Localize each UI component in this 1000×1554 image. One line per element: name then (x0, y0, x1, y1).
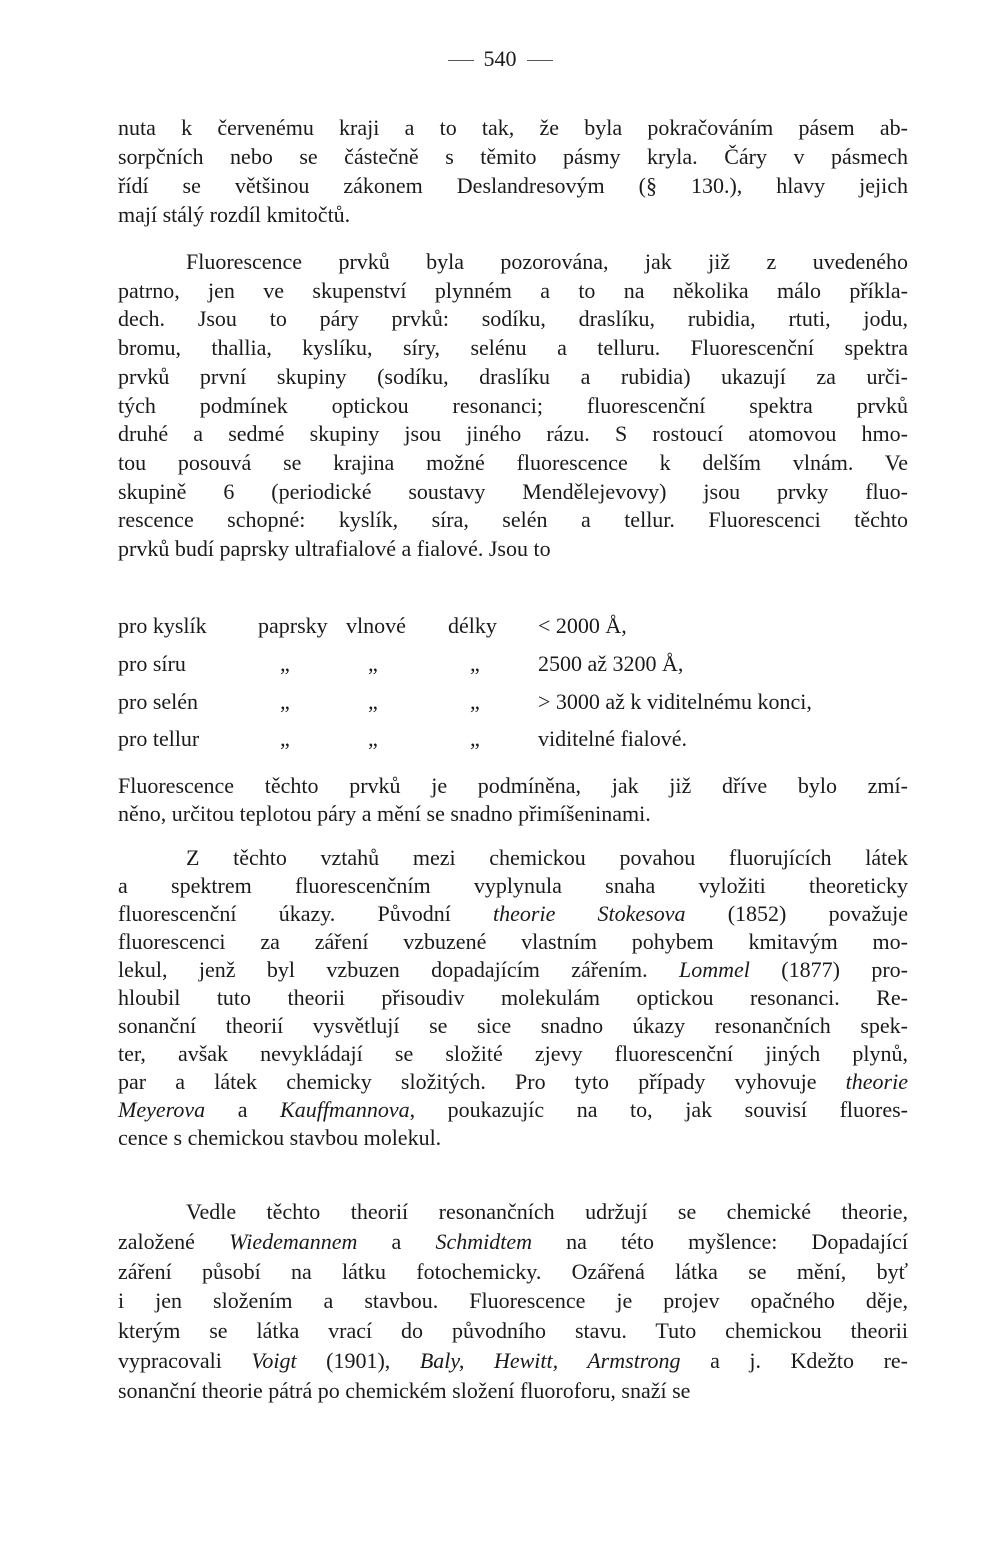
text-line (118, 772, 908, 800)
table-cell-c3: „ (470, 689, 480, 714)
text-line (118, 928, 908, 956)
text-segment: (1877) pro- (749, 957, 909, 982)
table-cell-c2: „ (368, 651, 378, 676)
text-line (118, 1287, 908, 1315)
text-line (118, 363, 908, 391)
text-segment: vypracovali (118, 1348, 252, 1373)
text-segment: tou posouvá se krajina možné fluorescence k delším vlnám. Ve (118, 449, 908, 475)
text-line (118, 1228, 908, 1256)
text-line (118, 1012, 908, 1040)
italic-name: Lommel (679, 957, 750, 982)
italic-name: Baly, Hewitt, Armstrong (419, 1348, 681, 1373)
text-line (118, 1377, 908, 1405)
text-segment: Z těchto vztahů mezi chemickou povahou fluorujících látek (186, 845, 908, 870)
text-segment: prvků první skupiny (sodíku, draslíku a rubidia) ukazují za urči- (118, 363, 908, 389)
text-line (118, 1068, 908, 1096)
text-line (118, 143, 908, 171)
text-line (118, 1096, 908, 1124)
text-segment: mají stálý rozdíl kmitočtů. (118, 202, 351, 227)
text-segment: řídí se většinou zákonem Deslandresovým (§ 130.), hlavy jejich (118, 173, 908, 198)
text-line (118, 984, 908, 1012)
table-cell-c3: délky (448, 613, 497, 638)
text-line (118, 172, 908, 200)
text-segment: ter, avšak nevykládají se složité zjevy fluorescenční jiných plynů, (118, 1041, 908, 1066)
text-segment: lekul, jenž byl vzbuzen dopadajícím zářením. (118, 957, 680, 982)
italic-name: theorie (845, 1069, 908, 1094)
text-line (118, 449, 908, 477)
text-segment: a j. Kdežto re- (680, 1348, 908, 1373)
text-segment: skupině 6 (periodické soustavy Mendělejevovy) jsou prvky fluo- (118, 478, 908, 504)
text-segment: sonanční theorií vysvětlují se sice snadno úkazy resonančních spek- (118, 1013, 908, 1038)
table-cell-c3: „ (470, 726, 480, 751)
text-segment: a (205, 1097, 281, 1122)
text-line (118, 1124, 908, 1152)
text-line (118, 478, 908, 506)
page-number (0, 46, 1000, 72)
text-line (118, 900, 908, 928)
text-line (118, 201, 908, 229)
text-segment: kterým se látka vrací do původního stavu. Tuto chemickou theorii (118, 1318, 908, 1344)
text-line (118, 420, 908, 448)
text-segment: hloubil tuto theorii přisoudiv molekulám optickou resonanci. Re- (118, 985, 908, 1010)
table-cell-element: pro kyslík (118, 613, 207, 638)
text-segment: par a látek chemicky složitých. Pro tyto případy vyhovuje (118, 1069, 846, 1094)
dash-right (527, 60, 553, 61)
italic-name: theorie Stokesova (493, 901, 686, 926)
table-cell-c1: „ (280, 651, 290, 676)
italic-name: Wiedemannem (229, 1228, 358, 1254)
table-cell-value: > 3000 až k viditelnému konci, (538, 689, 812, 714)
text-segment: záření působí na látku fotochemicky. Ozářená látka se mění, byť (118, 1258, 908, 1284)
italic-name: Schmidtem (435, 1228, 532, 1254)
italic-name: Voigt (251, 1348, 297, 1373)
table-cell-c1: „ (280, 689, 290, 714)
table-cell-element: pro síru (118, 651, 186, 676)
italic-name: Kauffmannova (280, 1097, 410, 1122)
italic-name: Meyerova (118, 1097, 206, 1122)
text-line (118, 872, 908, 900)
text-segment: nuta k červenému kraji a to tak, že byla pokračováním pásem ab- (118, 115, 908, 140)
table-cell-value: viditelné fialové. (538, 726, 688, 751)
text-line (118, 1198, 908, 1226)
table-cell-c3: „ (470, 651, 480, 676)
text-line (118, 800, 908, 828)
text-segment: bromu, thallia, kyslíku, síry, selénu a telluru. Fluorescenční spektra (118, 335, 908, 361)
table-cell-c1: paprsky (258, 613, 328, 638)
text-segment: patrno, jen ve skupenství plynném a to na několika málo příkla- (118, 277, 908, 303)
text-segment: rescence schopné: kyslík, síra, selén a tellur. Fluorescenci těchto (118, 507, 908, 533)
table-cell-value: < 2000 Å, (538, 613, 627, 638)
text-segment: Vedle těchto theorií resonančních udržují se chemické theorie, (186, 1199, 908, 1224)
text-segment: sorpčních nebo se částečně s těmito pásmy kryla. Čáry v pásmech (118, 144, 908, 169)
table-cell-element: pro selén (118, 689, 199, 714)
text-line (118, 392, 908, 420)
text-segment: na této myšlence: Dopadající (531, 1228, 909, 1254)
text-segment: fluorescenční úkazy. Původní (118, 901, 494, 926)
text-segment: tých podmínek optickou resonanci; fluorescenční spektra prvků (118, 392, 908, 418)
text-segment: Fluorescence prvků byla pozorována, jak již z uvedeného (186, 249, 908, 274)
text-line (118, 1258, 908, 1286)
text-segment: a (357, 1228, 436, 1254)
text-segment: dech. Jsou to páry prvků: sodíku, draslíku, rubidia, rtuti, jodu, (118, 306, 908, 332)
text-segment: fluorescenci za záření vzbuzené vlastním pohybem kmitavým mo- (118, 929, 908, 954)
text-line (118, 248, 908, 276)
text-line (118, 334, 908, 362)
text-segment: prvků budí paprsky ultrafialové a fialové. Jsou to (118, 536, 551, 561)
text-line (118, 305, 908, 333)
text-line (118, 1347, 908, 1375)
text-segment: druhé a sedmé skupiny jsou jiného rázu. S rostoucí atomovou hmo- (118, 421, 908, 447)
text-line (118, 277, 908, 305)
table-cell-c2: vlnové (346, 613, 406, 638)
dash-left (448, 60, 474, 61)
page-number-text: 540 (483, 46, 517, 71)
text-line (118, 114, 908, 142)
text-line (118, 535, 908, 563)
text-segment: Fluorescence těchto prvků je podmíněna, jak již dříve bylo zmí- (118, 773, 908, 798)
text-segment: a spektrem fluorescenčním vyplynula snaha vyložiti theoreticky (118, 873, 908, 898)
text-line (118, 1317, 908, 1345)
table-cell-c1: „ (280, 726, 290, 751)
table-cell-value: 2500 až 3200 Å, (538, 651, 684, 676)
text-line (118, 844, 908, 872)
text-line (118, 506, 908, 534)
table-cell-c2: „ (368, 726, 378, 751)
text-segment: , poukazujíc na to, jak souvisí fluores- (409, 1097, 908, 1122)
text-segment: cence s chemickou stavbou molekul. (118, 1125, 442, 1150)
text-segment: založené (118, 1228, 230, 1254)
text-segment: něno, určitou teplotou páry a mění se snadno přimíšeninami. (118, 801, 651, 826)
text-segment: i jen složením a stavbou. Fluorescence je projev opačného děje, (118, 1288, 908, 1314)
text-segment: sonanční theorie pátrá po chemickém složení fluoroforu, snaží se (118, 1377, 691, 1403)
text-segment: (1852) považuje (685, 901, 908, 926)
text-line (118, 956, 908, 984)
table-cell-element: pro tellur (118, 726, 200, 751)
text-line (118, 1040, 908, 1068)
text-segment: (1901), (296, 1348, 420, 1373)
table-cell-c2: „ (368, 689, 378, 714)
